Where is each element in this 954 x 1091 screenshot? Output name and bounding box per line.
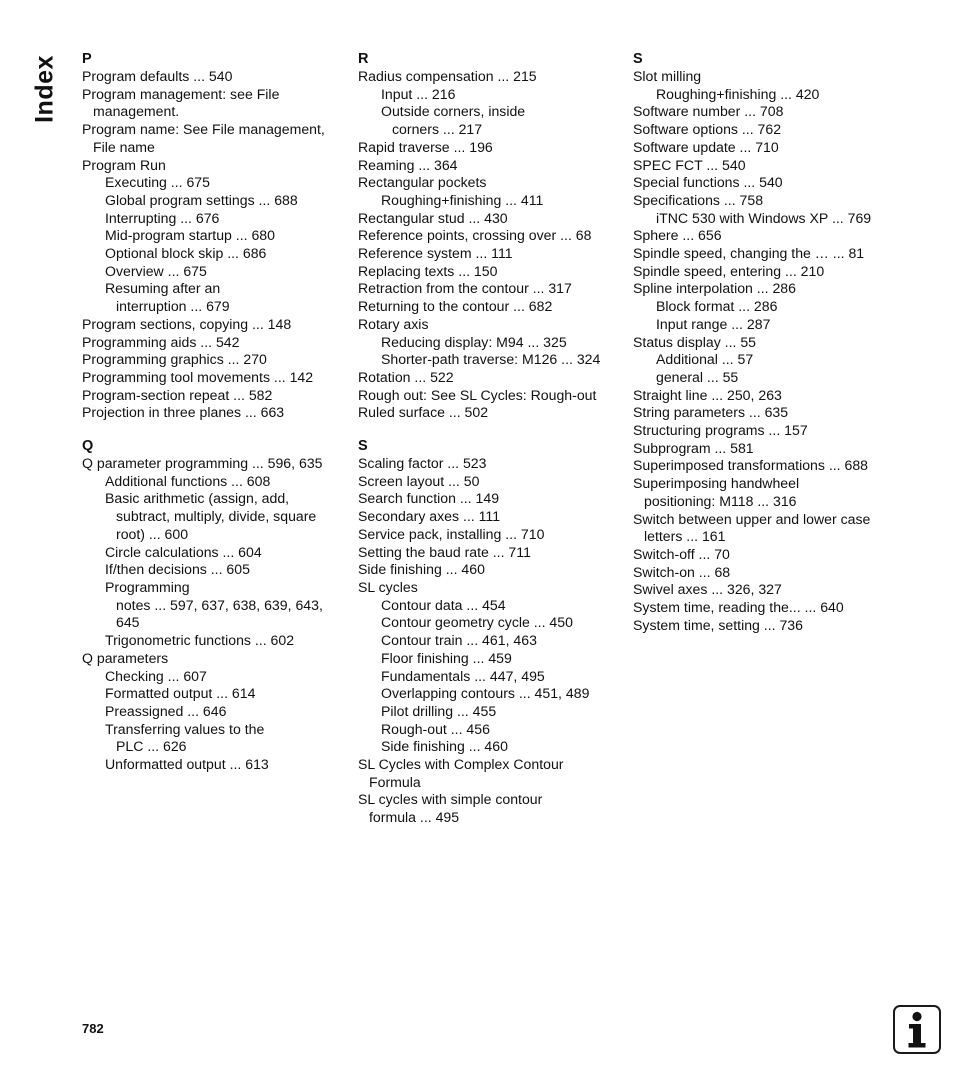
index-entry <box>82 404 344 422</box>
index-entry <box>633 227 923 245</box>
index-entry-line: Input ... 216 <box>381 85 456 102</box>
index-entry <box>633 192 923 210</box>
index-entry-line: Subprogram ... 581 <box>633 439 754 456</box>
index-entry-line: Superimposing handwheel <box>633 475 800 492</box>
index-entry-line: Radius compensation ... 215 <box>358 68 537 84</box>
index-subentry <box>82 703 344 721</box>
index-entry-line: Service pack, installing ... 710 <box>358 525 545 542</box>
index-entry <box>358 579 620 597</box>
index-entry <box>633 599 923 617</box>
index-entry-line: Rotary axis <box>358 315 429 332</box>
index-entry-line: Reference system ... 111 <box>358 245 513 262</box>
index-entry-line: Side finishing ... 460 <box>358 561 485 578</box>
index-subentry <box>358 103 620 138</box>
index-subentry <box>82 579 344 632</box>
index-entry <box>633 475 923 510</box>
index-entry-line: Screen layout ... 50 <box>358 472 480 489</box>
index-side-title <box>30 52 60 126</box>
index-entry-line: Pilot drilling ... 455 <box>381 702 497 719</box>
index-entry-line: PLC ... 626 <box>116 738 187 755</box>
index-subentry <box>358 685 620 703</box>
index-entry <box>633 157 923 175</box>
index-entry <box>633 546 923 564</box>
index-entry-line: System time, setting ... 736 <box>633 616 803 633</box>
index-entry <box>633 280 923 298</box>
index-subentry <box>82 756 344 774</box>
index-section <box>82 438 344 774</box>
index-entry <box>633 245 923 263</box>
index-entry <box>358 316 620 334</box>
index-entry <box>633 387 923 405</box>
index-subentry <box>82 721 344 756</box>
index-entry <box>633 422 923 440</box>
index-entry <box>82 387 344 405</box>
index-entry-line: Roughing+finishing ... 420 <box>656 85 820 102</box>
index-entry-line: subtract, multiply, divide, square <box>116 508 317 525</box>
index-entry <box>358 490 620 508</box>
index-subentry <box>358 738 620 756</box>
index-subentry <box>358 650 620 668</box>
index-entry-line: Programming tool movements ... 142 <box>82 368 314 385</box>
index-entry <box>358 245 620 263</box>
section-letter-heading: P <box>82 51 92 67</box>
index-entry-line: Replacing texts ... 150 <box>358 262 498 279</box>
index-entry-line: Floor finishing ... 459 <box>381 649 512 666</box>
index-subentry <box>82 561 344 579</box>
index-section <box>633 51 923 635</box>
index-entry-line: Trigonometric functions ... 602 <box>105 632 295 649</box>
index-entry-line: Formula <box>369 773 421 790</box>
index-entry <box>358 227 620 245</box>
index-entry-line: Preassigned ... 646 <box>105 702 227 719</box>
index-subentry <box>633 316 923 334</box>
index-entry-line: Reference points, crossing over ... 68 <box>358 227 592 244</box>
index-entry-line: Rectangular pockets <box>358 174 487 191</box>
index-entry-line: Program defaults ... 540 <box>82 68 233 84</box>
index-subentry <box>633 210 923 228</box>
page-number: 782 <box>82 1021 104 1036</box>
index-subentry <box>358 192 620 210</box>
index-entry <box>633 68 923 86</box>
index-entry-line: System time, reading the... ... 640 <box>633 599 844 616</box>
index-entry-line: Search function ... 149 <box>358 490 500 507</box>
index-entry-line: 645 <box>116 614 140 631</box>
index-entry-line: Software options ... 762 <box>633 121 782 138</box>
index-entry-line: SL cycles with simple contour <box>358 791 543 808</box>
index-subentry <box>82 473 344 491</box>
index-entry <box>358 455 620 473</box>
index-entry-line: iTNC 530 with Windows XP ... 769 <box>656 209 872 226</box>
index-entry-line: Rapid traverse ... 196 <box>358 138 493 155</box>
index-entry-line: Contour data ... 454 <box>381 596 506 613</box>
index-entry-line: Reducing display: M94 ... 325 <box>381 333 567 350</box>
index-subentry <box>358 334 620 352</box>
index-entry-line: Sphere ... 656 <box>633 227 722 244</box>
index-entry <box>633 457 923 475</box>
index-entry-line: Slot milling <box>633 68 702 84</box>
index-entry-line: root) ... 600 <box>116 525 189 542</box>
index-entry <box>633 511 923 546</box>
index-entry <box>358 508 620 526</box>
index-entry-line: formula ... 495 <box>369 809 460 826</box>
index-entry <box>633 139 923 157</box>
index-entry <box>358 280 620 298</box>
index-subentry <box>358 86 620 104</box>
index-entry-line: SL Cycles with Complex Contour <box>358 756 564 773</box>
index-entry-line: Ruled surface ... 502 <box>358 404 489 421</box>
index-entry <box>358 387 620 405</box>
index-entry-line: Optional block skip ... 686 <box>105 245 267 262</box>
index-entry-line: Specifications ... 758 <box>633 191 764 208</box>
index-entry-line: Program management: see File <box>82 85 280 102</box>
index-entry-line: Programming <box>105 578 190 595</box>
index-entry-line: Additional functions ... 608 <box>105 472 271 489</box>
index-section <box>82 51 344 422</box>
index-entry-line: Mid-program startup ... 680 <box>105 227 275 244</box>
index-entry-line: Special functions ... 540 <box>633 174 783 191</box>
index-entry-line: Side finishing ... 460 <box>381 738 508 755</box>
index-entry <box>82 455 344 473</box>
index-subentry <box>82 685 344 703</box>
index-entry-line: interruption ... 679 <box>116 298 230 315</box>
index-entry <box>82 68 344 86</box>
index-entry <box>358 298 620 316</box>
index-entry-line: String parameters ... 635 <box>633 404 789 421</box>
index-entry-line: Resuming after an <box>105 280 221 297</box>
index-entry <box>633 404 923 422</box>
index-entry-line: Rough-out ... 456 <box>381 720 490 737</box>
section-letter-heading: S <box>358 438 368 455</box>
index-entry <box>633 617 923 635</box>
index-entry-line: Q parameter programming ... 596, 635 <box>82 455 323 472</box>
index-entry-line: Returning to the contour ... 682 <box>358 298 553 315</box>
index-entry-line: corners ... 217 <box>392 121 483 138</box>
info-i-glyph <box>895 1007 939 1052</box>
index-entry-line: Retraction from the contour ... 317 <box>358 280 572 297</box>
index-entry-line: Executing ... 675 <box>105 174 210 191</box>
index-entry <box>633 581 923 599</box>
index-entry-line: Rough out: See SL Cycles: Rough-out <box>358 386 597 403</box>
index-entry <box>358 210 620 228</box>
index-entry <box>82 121 344 156</box>
section-letter-heading: R <box>358 51 369 67</box>
index-entry <box>633 440 923 458</box>
index-entry-line: Superimposed transformations ... 688 <box>633 457 869 474</box>
index-subentry <box>633 298 923 316</box>
index-entry-line: Secondary axes ... 111 <box>358 508 501 525</box>
index-entry <box>82 369 344 387</box>
index-title-text: Index <box>30 55 59 123</box>
index-entry <box>358 157 620 175</box>
index-column-2 <box>358 51 620 843</box>
index-section <box>358 438 620 827</box>
index-subentry <box>82 632 344 650</box>
index-column-1 <box>82 51 344 790</box>
index-entry-line: Program Run <box>82 156 166 173</box>
index-entry <box>358 404 620 422</box>
index-entry-line: Rectangular stud ... 430 <box>358 209 508 226</box>
index-entry-line: Q parameters <box>82 649 169 666</box>
index-entry-line: Roughing+finishing ... 411 <box>381 191 544 208</box>
index-entry <box>358 526 620 544</box>
index-entry-line: Unformatted output ... 613 <box>105 756 269 773</box>
index-entry <box>633 263 923 281</box>
index-subentry <box>358 703 620 721</box>
index-entry <box>633 103 923 121</box>
index-entry-line: Scaling factor ... 523 <box>358 455 487 472</box>
index-entry-line: Program sections, copying ... 148 <box>82 315 292 332</box>
index-entry <box>82 86 344 121</box>
index-entry <box>358 561 620 579</box>
index-entry-line: Program name: See File management, <box>82 121 325 138</box>
section-letter-heading: Q <box>82 438 94 455</box>
index-entry-line: Overview ... 675 <box>105 262 207 279</box>
index-subentry <box>82 263 344 281</box>
index-entry-line: SL cycles <box>358 578 418 595</box>
index-entry <box>358 756 620 791</box>
index-entry-line: Checking ... 607 <box>105 667 207 684</box>
index-entry-line: management. <box>93 103 180 120</box>
index-entry-line: Reaming ... 364 <box>358 156 458 173</box>
index-entry-line: Software number ... 708 <box>633 103 784 120</box>
index-entry <box>82 334 344 352</box>
index-entry-line: Switch-off ... 70 <box>633 545 730 562</box>
index-subentry <box>358 614 620 632</box>
index-entry-line: Software update ... 710 <box>633 138 779 155</box>
index-subentry <box>358 351 620 369</box>
index-entry-line: Status display ... 55 <box>633 333 756 350</box>
index-entry-line: SPEC FCT ... 540 <box>633 156 746 173</box>
index-entry-line: Basic arithmetic (assign, add, <box>105 490 290 507</box>
index-entry <box>358 544 620 562</box>
index-entry-line: Swivel axes ... 326, 327 <box>633 581 782 598</box>
index-subentry <box>82 210 344 228</box>
index-entry-line: File name <box>93 138 155 155</box>
index-entry <box>358 473 620 491</box>
index-entry-line: Programming aids ... 542 <box>82 333 240 350</box>
index-entry <box>633 334 923 352</box>
index-entry <box>633 174 923 192</box>
index-entry <box>82 157 344 175</box>
index-entry <box>358 369 620 387</box>
index-subentry <box>358 597 620 615</box>
index-entry-line: general ... 55 <box>656 368 739 385</box>
index-entry-line: Input range ... 287 <box>656 315 771 332</box>
index-entry <box>358 174 620 192</box>
index-entry-line: Switch between upper and lower case <box>633 510 871 527</box>
index-entry-line: positioning: M118 ... 316 <box>644 492 797 509</box>
index-entry-line: Setting the baud rate ... 711 <box>358 543 531 560</box>
index-entry-line: Projection in three planes ... 663 <box>82 404 285 421</box>
index-entry-line: Circle calculations ... 604 <box>105 543 262 560</box>
index-subentry <box>358 668 620 686</box>
index-subentry <box>633 351 923 369</box>
index-entry-line: Contour geometry cycle ... 450 <box>381 614 573 631</box>
index-subentry <box>82 245 344 263</box>
section-letter-heading: S <box>633 51 643 67</box>
index-entry-line: Programming graphics ... 270 <box>82 351 267 368</box>
index-entry <box>358 263 620 281</box>
index-subentry <box>82 227 344 245</box>
index-subentry <box>358 721 620 739</box>
index-subentry <box>82 668 344 686</box>
index-entry <box>82 316 344 334</box>
index-subentry <box>82 490 344 543</box>
index-entry <box>82 650 344 668</box>
index-entry <box>358 68 620 86</box>
index-entry-line: Block format ... 286 <box>656 298 778 315</box>
index-entry-line: Outside corners, inside <box>381 103 526 120</box>
index-entry-line: Shorter-path traverse: M126 ... 324 <box>381 351 601 368</box>
index-entry-line: Global program settings ... 688 <box>105 191 298 208</box>
index-entry-line: Switch-on ... 68 <box>633 563 731 580</box>
index-entry <box>358 791 620 826</box>
index-entry-line: Straight line ... 250, 263 <box>633 386 782 403</box>
index-entry-line: Formatted output ... 614 <box>105 685 256 702</box>
index-entry-line: Rotation ... 522 <box>358 368 454 385</box>
index-entry-line: letters ... 161 <box>644 528 726 545</box>
index-entry-line: Additional ... 57 <box>656 351 754 368</box>
index-entry <box>633 564 923 582</box>
index-entry-line: Program-section repeat ... 582 <box>82 386 273 403</box>
index-entry <box>358 139 620 157</box>
index-entry-line: Transferring values to the <box>105 720 265 737</box>
index-entry-line: Structuring programs ... 157 <box>633 422 808 439</box>
index-subentry <box>633 86 923 104</box>
index-entry-line: notes ... 597, 637, 638, 639, 643, <box>116 596 323 613</box>
index-subentry <box>358 632 620 650</box>
index-subentry <box>82 280 344 315</box>
index-entry-line: If/then decisions ... 605 <box>105 561 250 578</box>
index-column-3 <box>633 51 923 651</box>
index-subentry <box>82 174 344 192</box>
index-entry <box>633 121 923 139</box>
index-entry-line: Interrupting ... 676 <box>105 209 220 226</box>
index-entry-line: Spindle speed, changing the … ... 81 <box>633 245 865 262</box>
index-entry-line: Overlapping contours ... 451, 489 <box>381 685 590 702</box>
index-entry-line: Contour train ... 461, 463 <box>381 632 537 649</box>
index-entry-line: Fundamentals ... 447, 495 <box>381 667 545 684</box>
index-subentry <box>82 192 344 210</box>
index-entry-line: Spline interpolation ... 286 <box>633 280 796 297</box>
index-subentry <box>82 544 344 562</box>
index-entry-line: Spindle speed, entering ... 210 <box>633 262 825 279</box>
index-subentry <box>633 369 923 387</box>
index-entry <box>82 351 344 369</box>
info-icon <box>893 1005 941 1054</box>
index-section <box>358 51 620 422</box>
